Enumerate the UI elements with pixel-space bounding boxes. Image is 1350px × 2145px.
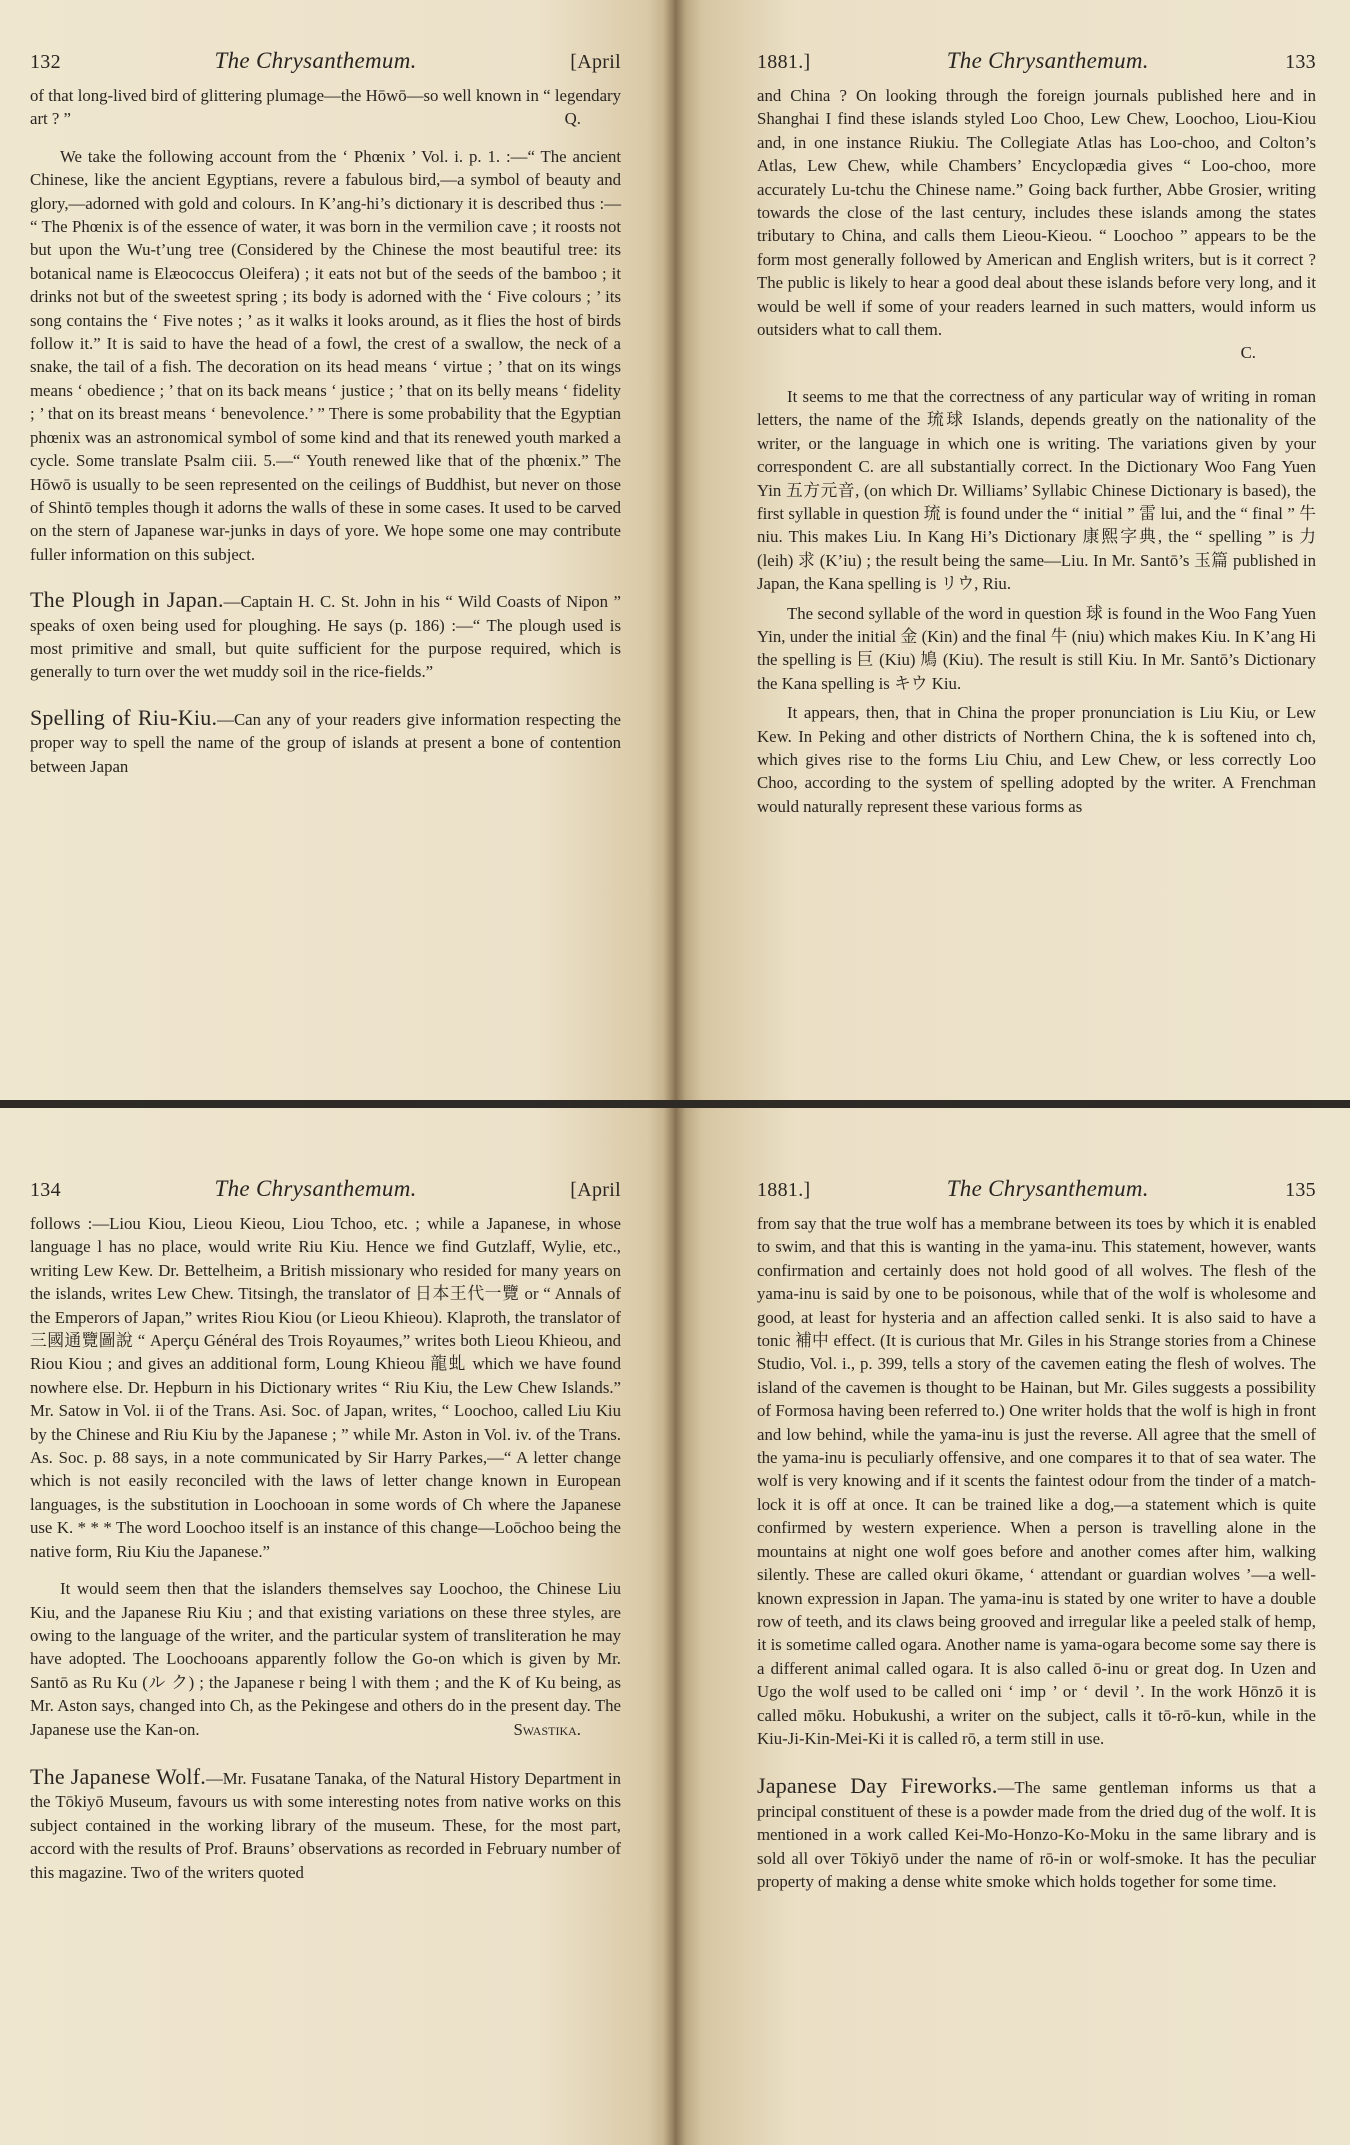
- signature: C.: [1240, 343, 1256, 363]
- page-135: [675, 1108, 1350, 2145]
- paragraph: of that long-lived bird of glittering plumage—the Hōwō—so well known in “ legendary art ? ” Q.: [30, 84, 621, 131]
- paragraph: It appears, then, that in China the proper pronunciation is Liu Kiu, or Lew Kew. In Peking and other districts of Northern China, the k is softened into ch, which gives rise to the forms Liu Chiu, and Lew Chew, or less correctly Loo Choo, according to the system of spelling adopted by the writer. A Frenchman would naturally represent these various forms as: [757, 703, 1316, 816]
- section-spelling: Spelling of Riu-Kiu.—Can any of your readers give information respecting the proper way to spell the name of the group of islands at present a bone of contention between Japan: [30, 704, 621, 776]
- running-year: 1881.]: [757, 1179, 811, 1201]
- running-title: The Chrysanthemum.: [946, 48, 1149, 73]
- paragraph: It would seem then that the islanders themselves say Loochoo, the Chinese Liu Kiu, and the Japanese Riu Kiu ; and that existing variations on these three styles, are owing to the language of the writer, and the particular system of transliteration he may have adopted. The Loochooans apparently follow the Go-on which is given by Mr. Santō as Ru Ku (ル ク) ; the Japanese r being l with them ; and the K of Ku being, as Mr. Aston says, changed into Ch, as the Pekingese and others do in the present day. The Japanese use the Kan-on. Swastika.: [30, 1577, 621, 1741]
- page-132: [0, 0, 675, 1100]
- section-fireworks: Japanese Day Fireworks.—The same gentleman informs us that a principal constituent of these is a powder made from the dried dug of the wolf. It is mentioned in a work called Kei-Mo-Honzo-Ko-Moku in the same library and is sold all over Tōkiyō under the name of rō-in or wolf-smoke. It has the peculiar property of making a dense white smoke which holds together for some time.: [757, 1773, 1316, 1891]
- section-wolf: The Japanese Wolf.—Mr. Fusatane Tanaka, of the Natural History Department in the Tōkiyō Museum, favours us with some interesting notes from native works on this subject contained in the working library of the museum. These, for the most part, accord with the results of Prof. Brauns’ observations as recorded in February number of this magazine. Two of the writers quoted: [30, 1763, 621, 1882]
- running-month: [April: [570, 51, 621, 73]
- page-number: 132: [30, 51, 61, 73]
- page-134: [0, 1108, 675, 2145]
- page-number: 134: [30, 1179, 61, 1201]
- paragraph: We take the following account from the ‘ Phœnix ’ Vol. i. p. 1. :—“ The ancient Chinese, like the ancient Egyptians, revere a fabulous bird,—a symbol of beauty and glory,—adorned with gold and colours. In K’ang-hi’s dictionary it is described thus :— “ The Phœnix is of the essence of water, it was born in the vermilion cave ; it roosts not but upon the Wu-t’ung tree (Considered by the Chinese the most beautiful tree: its botanical name is Elæococcus Oleifera) ; it eats not but of the seeds of the bamboo ; it drinks not but of the sweetest spring ; its body is adorned with the ‘ Five colours ; ’ its song contains the ‘ Five notes ; ’ as it walks it looks around, as it flies the host of birds follow it.” It is said to have the head of a fowl, the crest of a swallow, the neck of a snake, the tail of a fish. The decoration on its head means ‘ virtue ; ’ that on its wings means ‘ obedience ; ’ that on its back means ‘ justice ; ’ that on its belly means ‘ fidelity ; ’ that on its breast means ‘ benevolence.’ ” There is some probability that the Egyptian phœnix was an astronomical symbol of some kind and that its renewed youth marked a cycle. Some translate Psalm ciii. 5.—“ Youth renewed like that of the phœnix.” The Hōwō is usually to be seen represented on the ceilings of Buddhist, but never on those of Shintō temples though it adorns the walls of these in some cases. It used to be carved on the stern of Japanese war-junks in days of yore. We hope some one may contribute fuller information on this subject.: [30, 146, 621, 564]
- paragraph: It seems to me that the correctness of any particular way of writing in roman letters, the name of the 琉球 Islands, depends greatly on the nationality of the writer, or the language in which one is writing. The variations given by your correspondent C. are all substantially correct. In the Dictionary Woo Fang Yuen Yin 五方元音, (on which Dr. Williams’ Syllabic Chinese Dictionary is based), the first syllable in question 琉 is found under the “ initial ” 雷 lui, and the “ final ” 牛 niu. This makes Liu. In Kang Hi’s Dictionary 康熙字典, the “ spelling ” is 力 (leih) 求 (K’iu) ; the result being the same—Liu. In Mr. Santō’s 玉篇 published in Japan, the Kana spelling is リウ, Riu.: [757, 386, 1316, 594]
- signature: Q.: [564, 109, 581, 129]
- paragraph: from say that the true wolf has a membrane between its toes by which it is enabled to swim, and that this is wanting in the yama-inu. This statement, however, wants confirmation and certainly does not hold good of all wolves. The flesh of the yama-inu is said by one to be poisonous, while that of the wolf is wholesome and good, at least for hysteria and an affection called senki. It is also said to have a tonic 補中 effect. (It is curious that Mr. Giles in his Strange stories from a Chinese Studio, Vol. i., p. 399, tells a story of the cavemen eating the flesh of wolves. The island of the cavemen is thought to be Hainan, but Mr. Giles suggests a possibility of Formosa having been referred to.) One writer holds that the wolf is high in front and low behind, while the yama-inu is just the reverse. All agree that the smell of the yama-inu is peculiarly offensive, and one compares it to that of sea water. The wolf is very knowing and if it scents the faintest odour from the tinder of a match-lock it is off at once. It can be trained like a dog,—a statement which is quite confirmed by western experience. When a person is travelling alone in the mountains at night one wolf goes before and another comes after him, walking silently. These are called okuri ōkame, ‘ attendant or guardian wolves ’—a well-known expression in Japan. The yama-inu is stated by one writer to have a double row of teeth, and its claws being grooved and irregular like a peeled stalk of hemp, it is sometime called ogara. Another name is yama-ogara become some say there is a different animal called ogara. It is also called ō-inu or great dog. In Uzen and Ugo the wolf used to be called oni ‘ imp ’ or ‘ devil ’. In the work Hōnzō it is called mōku. Hobukushi, a writer on the subject, calls it tō-rō-kun, while in the Kiu-Ji-Kin-Mei-Ki it is called rō, a term still in use.: [757, 1214, 1316, 1748]
- running-head: [30, 1176, 621, 1202]
- gutter-shadow: [664, 1108, 686, 2145]
- paragraph: and China ? On looking through the foreign journals published here and in Shanghai I find these islands styled Loo Choo, Lew Chew, Loochoo, Liou-Kiou and, in one instance Riukiu. The Collegiate Atlas has Loo-choo, and Colton’s Atlas, Lew Chew, while Chambers’ Encyclopædia gives “ Loo-choo, more accurately Lu-tchu the Chinese name.” Going back further, Abbe Grosier, writing towards the close of the last century, includes these islands among the states tributary to China, and calls them Lieou-Kieou. “ Loochoo ” appears to be the form most generally followed by American and English writers, but is it correct ? The public is likely to hear a good deal about these islands before very long, and it would be well if some of your readers learned in such matters, would inform us outsiders what to call them.: [757, 86, 1316, 340]
- paragraph: follows :—Liou Kiou, Lieou Kieou, Liou Tchoo, etc. ; while a Japanese, in whose language l has no place, would write Riu Kiu. Hence we find Gutzlaff, Wylie, etc., writing Lew Kew. Dr. Bettelheim, a British missionary who resided for many years on the islands, writes Lew Chew. Titsingh, the translator of 日本王代一覽 or “ Annals of the Emperors of Japan,” writes Riou Kiou (or Lieou Khieou). Klaproth, the translator of 三國通覽圖說 “ Aperçu Général des Trois Royaumes,” writes both Lieou Khieou, and Riou Kiou ; and gives an additional form, Loung Khieou 龍虬 which we have found nowhere else. Dr. Hepburn in his Dictionary writes “ Riu Kiu, the Lew Chew Islands.” Mr. Satow in Vol. ii of the Trans. Asi. Soc. of Japan, writes, “ Loochoo, called Liu Kiu by the Chinese and Riu Kiu by the Japanese ; ” while Mr. Aston in Vol. iv. of the Trans. As. Soc. p. 88 says, in a note communicated by Sir Harry Parkes,—“ A letter change which is not easily reconciled with the laws of letter change known in European languages, is the substitution in Loochooan in some words of Ch where the Japanese use K. * * * The word Loochoo itself is an instance of this change—Loōchoo being the native form, Riu Kiu the Japanese.”: [30, 1214, 621, 1561]
- signature: Swastika.: [513, 1719, 581, 1739]
- page-number: 133: [1285, 51, 1316, 73]
- section-heading: Spelling of Riu-Kiu.: [30, 704, 218, 730]
- running-head: [30, 48, 621, 74]
- running-title: The Chrysanthemum.: [946, 1176, 1149, 1201]
- running-year: 1881.]: [757, 51, 811, 73]
- running-month: [April: [570, 1179, 621, 1201]
- section-heading: Japanese Day Fireworks.: [757, 1773, 998, 1799]
- running-head: [757, 48, 1316, 74]
- section-plough: The Plough in Japan.—Captain H. C. St. John in his “ Wild Coasts of Nipon ” speaks of oxen being used for ploughing. He says (p. 186) :—“ The plough used is most primitive and small, but quite sufficient for the purpose required, which is generally to turn over the wet muddy soil in the rice-fields.”: [30, 587, 621, 682]
- running-head: [757, 1176, 1316, 1202]
- running-title: The Chrysanthemum.: [214, 1176, 417, 1201]
- running-title: The Chrysanthemum.: [214, 48, 417, 73]
- gutter-shadow: [664, 0, 686, 1100]
- page-133: [675, 0, 1350, 1100]
- section-heading: The Japanese Wolf.: [30, 1763, 206, 1789]
- section-heading: The Plough in Japan.: [30, 587, 224, 613]
- page-number: 135: [1285, 1179, 1316, 1201]
- bottom-spread: [0, 1108, 1350, 2145]
- paragraph: The second syllable of the word in question 球 is found in the Woo Fang Yuen Yin, under the initial 金 (Kin) and the final 牛 (niu) which makes Kiu. In K’ang Hi the spelling is 巨 (Kiu) 鳩 (Kiu). The result is still Kiu. In Mr. Santō’s Dictionary the Kana spelling is キウ Kiu.: [757, 603, 1316, 693]
